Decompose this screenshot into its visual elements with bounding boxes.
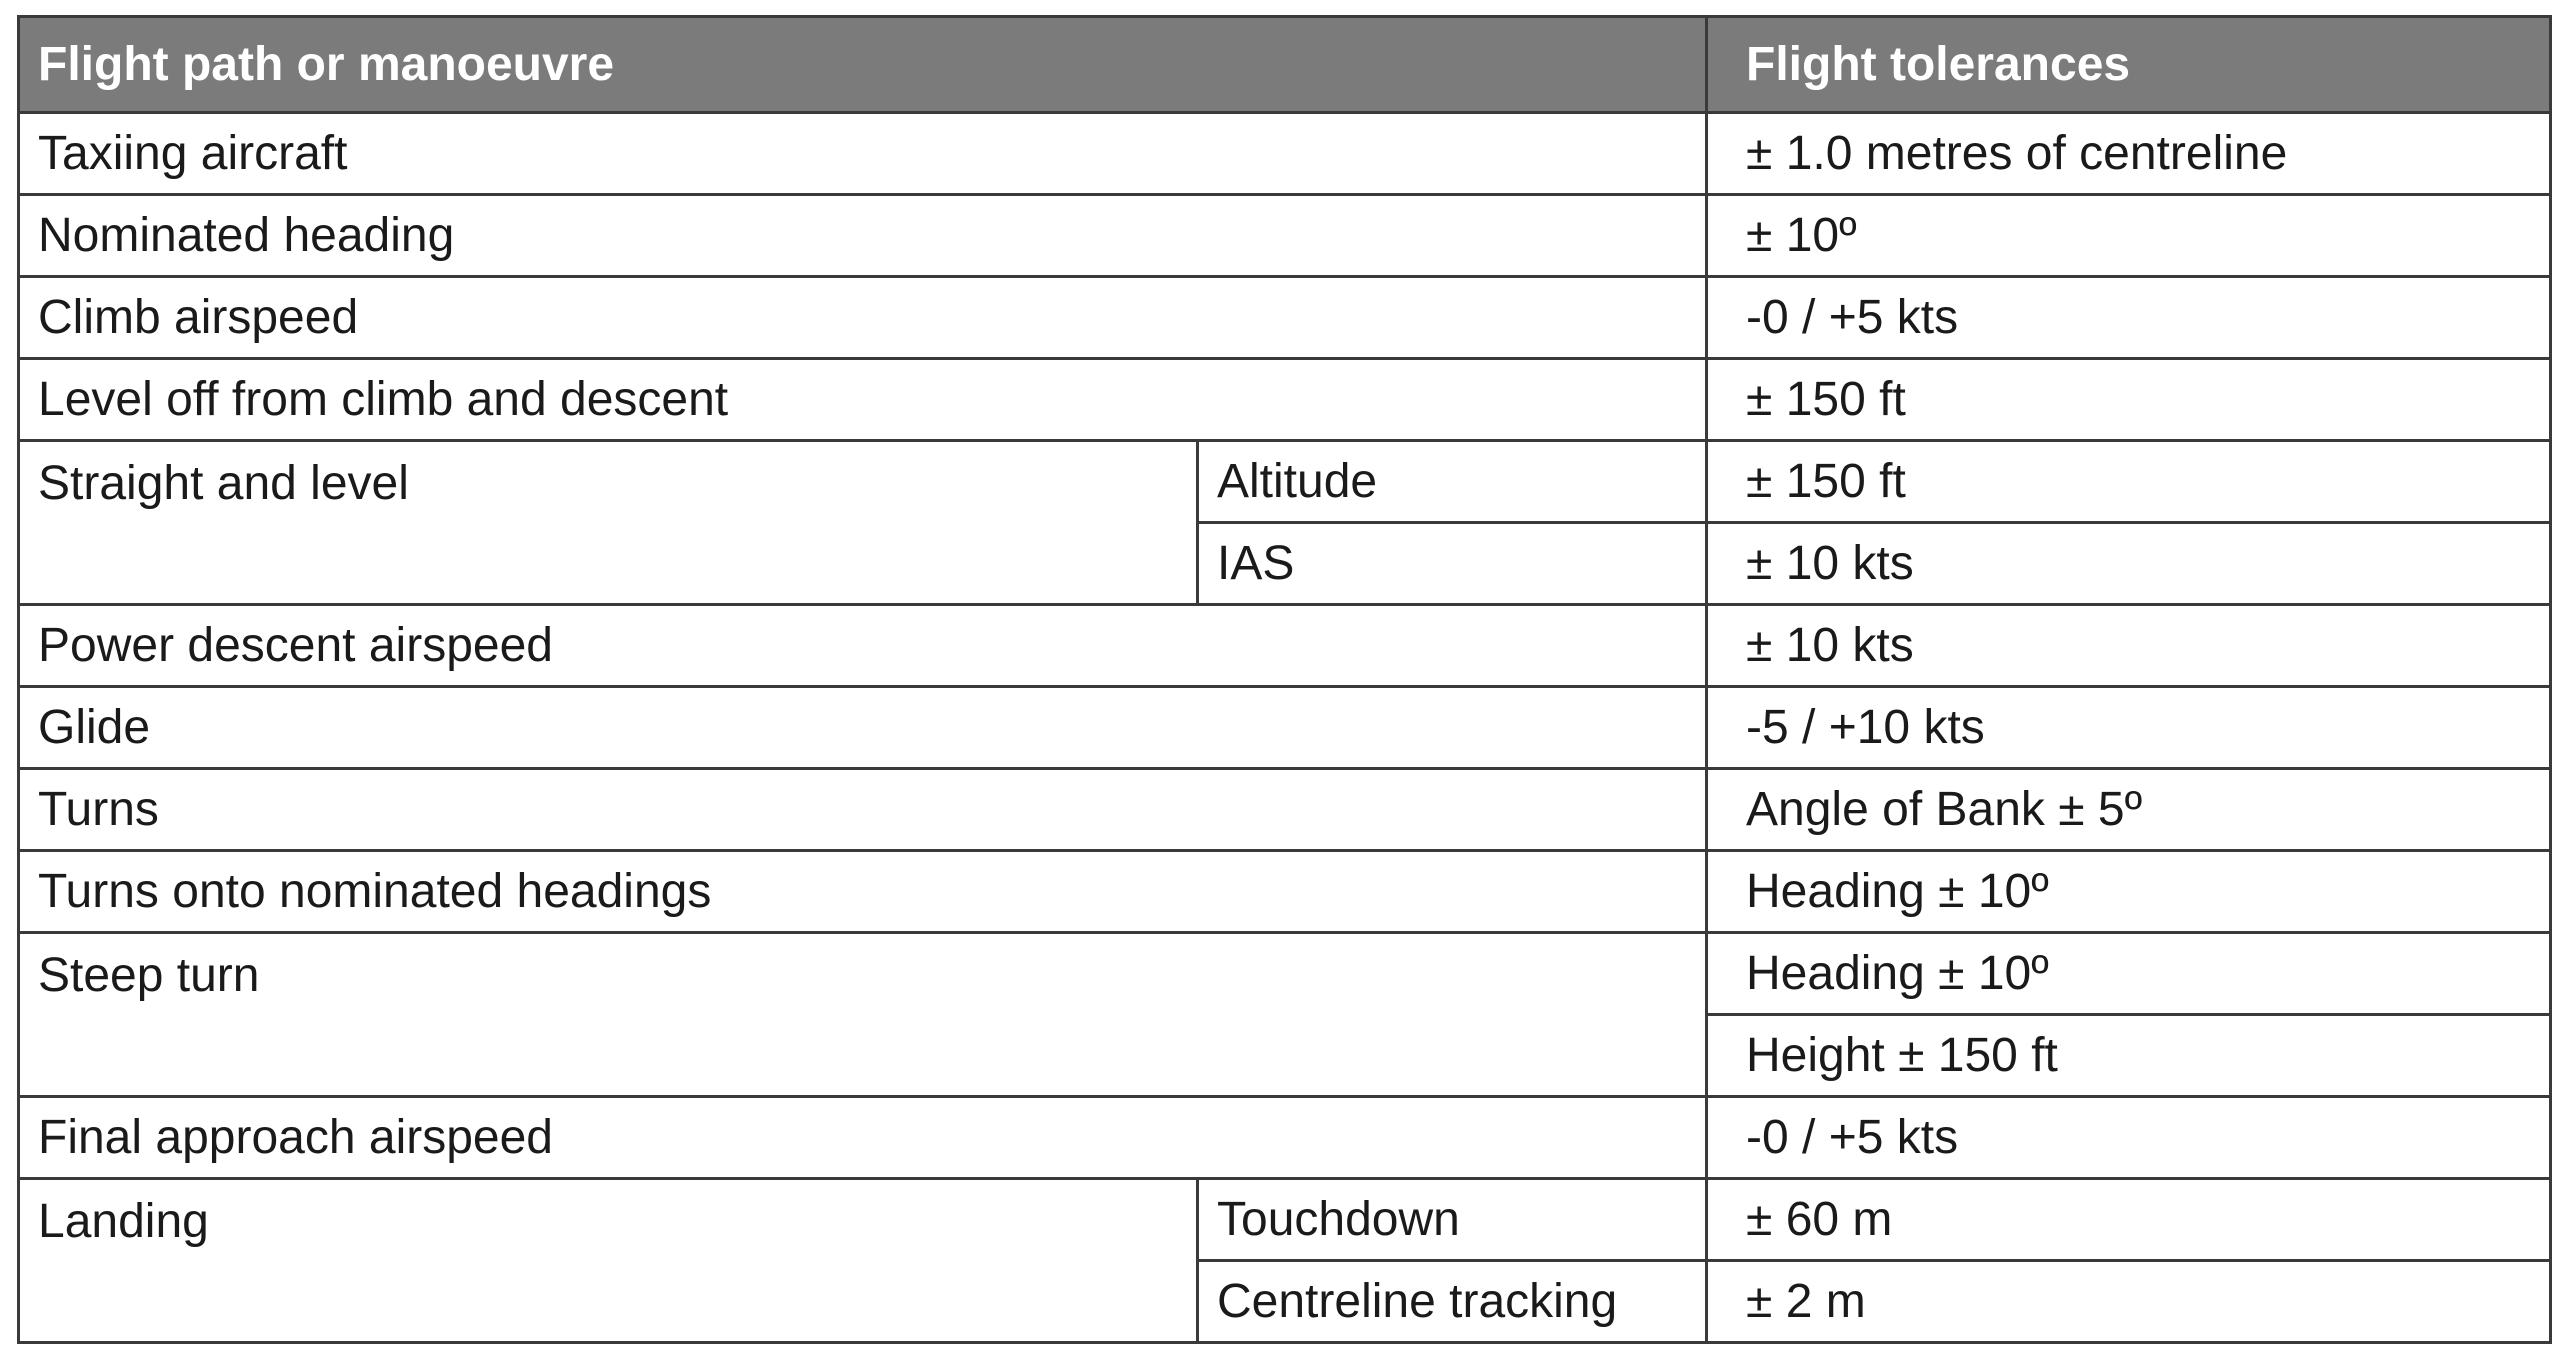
tolerance-cell: ± 150 ft: [1707, 441, 2551, 523]
parameter-cell: Centreline tracking: [1198, 1261, 1707, 1343]
table-row: [19, 1097, 2551, 1179]
tolerance-cell: ± 150 ft: [1707, 359, 2551, 441]
manoeuvre-cell: Taxiing aircraft: [19, 113, 1707, 195]
table-row: [19, 359, 2551, 441]
manoeuvre-cell: Landing: [19, 1179, 1198, 1343]
flight-tolerances-table: [17, 15, 2552, 1344]
table-row: [19, 933, 2551, 1015]
tolerance-cell: Height ± 150 ft: [1707, 1015, 2551, 1097]
manoeuvre-cell: Power descent airspeed: [19, 605, 1707, 687]
tolerance-cell: Angle of Bank ± 5º: [1707, 769, 2551, 851]
tolerance-cell: Heading ± 10º: [1707, 851, 2551, 933]
manoeuvre-cell: Turns onto nominated headings: [19, 851, 1707, 933]
tolerance-cell: Heading ± 10º: [1707, 933, 2551, 1015]
table-row: [19, 277, 2551, 359]
manoeuvre-cell: Level off from climb and descent: [19, 359, 1707, 441]
manoeuvre-cell: Climb airspeed: [19, 277, 1707, 359]
header-manoeuvre: Flight path or manoeuvre: [19, 17, 1707, 113]
manoeuvre-cell: Turns: [19, 769, 1707, 851]
table-row: [19, 441, 2551, 523]
manoeuvre-cell: Glide: [19, 687, 1707, 769]
table-row: [19, 113, 2551, 195]
table-row: [19, 1179, 2551, 1261]
tolerance-cell: ± 60 m: [1707, 1179, 2551, 1261]
manoeuvre-cell: Final approach airspeed: [19, 1097, 1707, 1179]
table-row: [19, 769, 2551, 851]
tolerance-cell: ± 10º: [1707, 195, 2551, 277]
manoeuvre-cell: Steep turn: [19, 933, 1707, 1097]
parameter-cell: Touchdown: [1198, 1179, 1707, 1261]
table-row: [19, 687, 2551, 769]
table-row: [19, 605, 2551, 687]
manoeuvre-cell: Straight and level: [19, 441, 1198, 605]
table-header-row: [19, 17, 2551, 113]
tolerance-cell: ± 10 kts: [1707, 523, 2551, 605]
tolerance-cell: ± 1.0 metres of centreline: [1707, 113, 2551, 195]
tolerance-cell: ± 2 m: [1707, 1261, 2551, 1343]
parameter-cell: Altitude: [1198, 441, 1707, 523]
tolerance-cell: -5 / +10 kts: [1707, 687, 2551, 769]
parameter-cell: IAS: [1198, 523, 1707, 605]
flight-tolerances-table-container: [17, 15, 2549, 1344]
tolerance-cell: ± 10 kts: [1707, 605, 2551, 687]
table-row: [19, 851, 2551, 933]
tolerance-cell: -0 / +5 kts: [1707, 277, 2551, 359]
manoeuvre-cell: Nominated heading: [19, 195, 1707, 277]
header-tolerance: Flight tolerances: [1707, 17, 2551, 113]
tolerance-cell: -0 / +5 kts: [1707, 1097, 2551, 1179]
table-row: [19, 195, 2551, 277]
